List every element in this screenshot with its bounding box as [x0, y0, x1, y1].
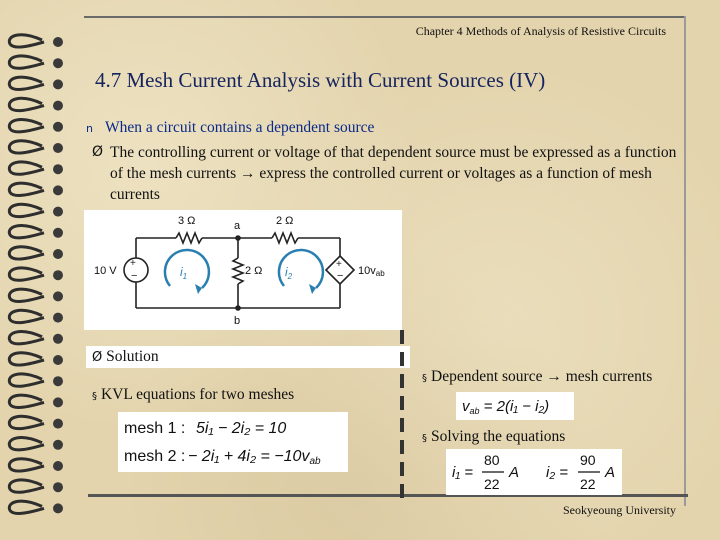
i1-numerator: 80: [484, 452, 500, 468]
node-a-dot: [235, 235, 241, 241]
node-a-label: a: [234, 220, 241, 232]
main-bullet-text: When a circuit contains a dependent source: [104, 119, 375, 136]
binding-hole: [53, 101, 63, 111]
r-mid-label: 2 Ω: [245, 265, 263, 277]
binding-coil: [9, 226, 44, 238]
svg-text:+: +: [130, 258, 136, 269]
mesh2-sub: ab: [309, 456, 321, 467]
binding-hole: [53, 461, 63, 471]
binding-hole: [53, 185, 63, 195]
binding-hole: [53, 376, 63, 386]
mesh-i2-sub: 2: [287, 272, 293, 281]
solving-label: Solving the equations: [431, 428, 566, 445]
binding-hole: [53, 419, 63, 429]
binding-hole: [53, 79, 63, 89]
vab-lhs: v: [462, 398, 470, 415]
right-rule: [684, 16, 686, 506]
vab-rhs: = 2(i₁ − i₂): [479, 398, 550, 415]
spiral-binding: [0, 0, 80, 540]
i1-denominator: 22: [484, 476, 500, 492]
binding-coil: [9, 247, 44, 259]
binding-hole: [53, 503, 63, 513]
footer-university: Seokyeoung University: [563, 503, 676, 517]
node-b-dot: [235, 305, 241, 311]
binding-coil: [9, 310, 44, 322]
dependent-marker-icon: §: [422, 373, 427, 384]
result-equations: [446, 449, 622, 495]
circuit-diagram: [84, 210, 402, 330]
svg-text:−: −: [337, 270, 344, 282]
solution-heading: [86, 346, 410, 368]
binding-hole: [53, 143, 63, 153]
binding-hole: [53, 122, 63, 132]
i1-unit: A: [509, 464, 520, 481]
solving-marker-icon: §: [422, 433, 427, 444]
binding-hole: [53, 58, 63, 68]
binding-hole: [53, 207, 63, 217]
binding-coil: [9, 120, 44, 132]
kvl-marker-icon: §: [92, 391, 97, 402]
source-left-label: 10 V: [94, 265, 117, 277]
binding-coil: [9, 332, 44, 344]
sub-bullet: [92, 142, 692, 205]
mesh-i2-label: i: [285, 265, 288, 279]
binding-coil: [9, 459, 44, 471]
sub-bullet-text: The controlling current or voltage of that dependent source must be expressed as a function of the mesh currents → express the controlled current or voltages as a function of mesh currents: [110, 144, 677, 203]
mesh1-label: mesh 1 :: [124, 420, 186, 437]
kvl-label: KVL equations for two meshes: [101, 386, 295, 403]
binding-coil: [9, 438, 44, 450]
binding-coil: [9, 268, 44, 280]
binding-hole: [53, 291, 63, 301]
binding-coil: [9, 501, 44, 513]
bullet-marker-icon: n: [86, 122, 93, 135]
mesh2-equation: − 2i₁ + 4i₂ = −10v: [188, 448, 310, 465]
svg-text:i1: [180, 265, 187, 281]
source-right-label: 10v: [358, 265, 376, 277]
kvl-bullet: [92, 386, 294, 404]
mesh-i1-label: i: [180, 265, 183, 279]
i2-lhs: i₂ =: [546, 464, 568, 481]
slide-title: 4.7 Mesh Current Analysis with Current Sources (IV): [95, 68, 546, 92]
dependent-bullet: [422, 368, 652, 386]
divider-dashed: [400, 330, 404, 498]
source-right-sub: ab: [375, 269, 385, 278]
chapter-header: Chapter 4 Methods of Analysis of Resistive Circuits: [415, 24, 666, 38]
arrow-bullet-icon: Ø: [92, 144, 104, 160]
solution-arrow-icon: Ø: [92, 350, 103, 365]
i2-numerator: 90: [580, 452, 596, 468]
r-left-label: 3 Ω: [178, 215, 196, 227]
i2-denominator: 22: [580, 476, 596, 492]
binding-hole: [53, 482, 63, 492]
binding-coil: [9, 35, 44, 47]
svg-text:+: +: [336, 259, 342, 270]
svg-text:i2: [285, 265, 293, 281]
binding-hole: [53, 270, 63, 280]
binding-coil: [9, 77, 44, 89]
mesh-equations: [118, 412, 348, 472]
binding-hole: [53, 355, 63, 365]
solving-bullet: [422, 428, 565, 446]
svg-text:− 2i₁ + 4i₂ = −10vab: [188, 448, 321, 467]
svg-text:10vab: [358, 265, 385, 278]
binding-hole: [53, 440, 63, 450]
binding-hole: [53, 334, 63, 344]
binding-coil: [9, 395, 44, 407]
mesh-i1-sub: 1: [182, 272, 188, 281]
binding-coil: [9, 56, 44, 68]
binding-hole: [53, 249, 63, 259]
binding-hole: [53, 228, 63, 238]
binding-coil: [9, 141, 44, 153]
binding-hole: [53, 313, 63, 323]
binding-coil: [9, 416, 44, 428]
r-right-label: 2 Ω: [276, 215, 294, 227]
dependent-label: Dependent source → mesh currents: [431, 368, 653, 385]
binding-coil: [9, 98, 44, 110]
mesh1-equation: 5i₁ − 2i₂ = 10: [196, 420, 287, 437]
svg-text:vab = 2(i₁ − i₂): [462, 398, 549, 416]
vab-sub: ab: [469, 406, 480, 416]
i1-lhs: i₁ =: [452, 464, 473, 481]
main-bullet: [86, 119, 374, 137]
binding-hole: [53, 397, 63, 407]
binding-coil: [9, 353, 44, 365]
binding-hole: [53, 37, 63, 47]
solution-label: Solution: [106, 348, 159, 365]
node-b-label: b: [234, 315, 241, 327]
i2-unit: A: [605, 464, 616, 481]
binding-coil: [9, 162, 44, 174]
binding-coil: [9, 204, 44, 216]
binding-coil: [9, 374, 44, 386]
top-rule: [84, 16, 684, 18]
binding-coil: [9, 183, 44, 195]
binding-coil: [9, 480, 44, 492]
binding-coil: [9, 289, 44, 301]
binding-hole: [53, 164, 63, 174]
svg-text:−: −: [131, 270, 138, 282]
mesh2-label: mesh 2 :: [124, 448, 186, 465]
vab-equation: [456, 392, 574, 420]
